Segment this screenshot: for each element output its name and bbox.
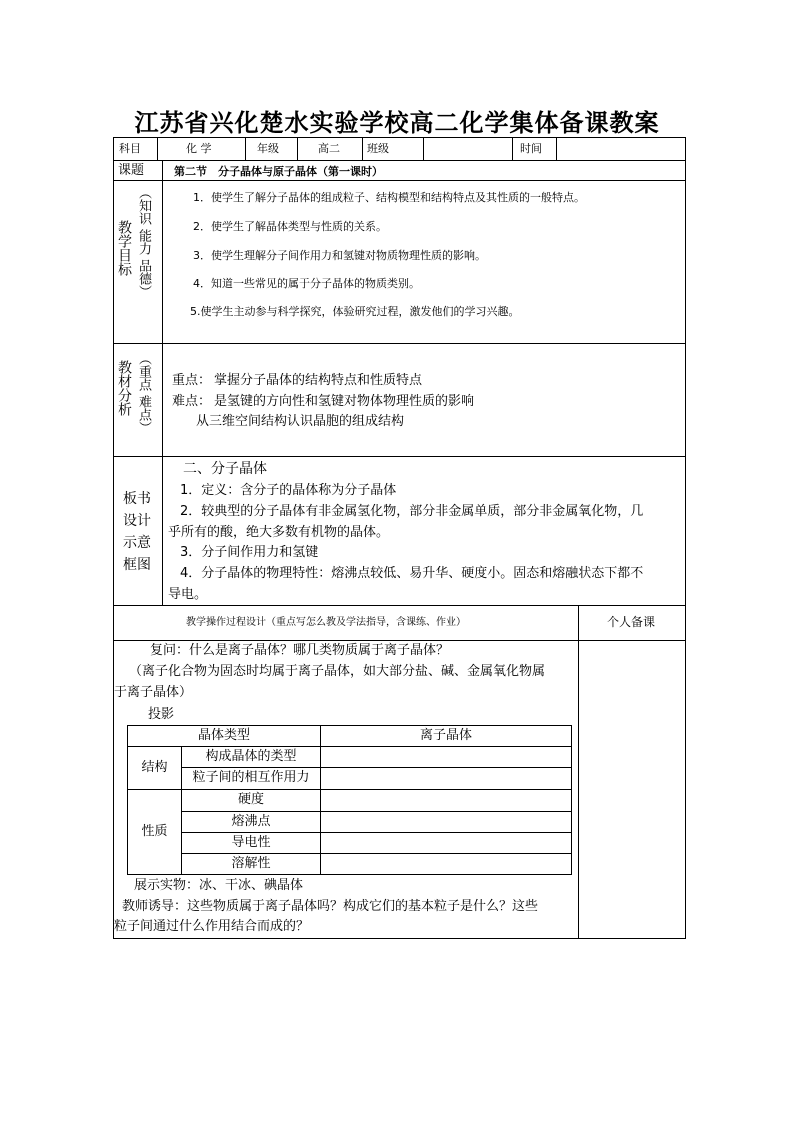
row-solubility: 溶解性 (231, 856, 271, 871)
projection-label: 投影 (148, 707, 175, 722)
group-properties: 性质 (141, 824, 168, 839)
grade-label: 年级 (257, 142, 279, 155)
goal-item-2: 2．使学生了解晶体类型与性质的关系。 (193, 220, 387, 233)
time-label: 时间 (520, 142, 542, 155)
group-structure: 结构 (141, 760, 168, 775)
inner-col-ionic-crystal: 离子晶体 (419, 728, 472, 743)
board-heading: 二、分子晶体 (183, 461, 267, 477)
analysis-label-paren: （重点 难点） (136, 352, 151, 435)
review-answer-a: （离子化合物为固态时均属于离子晶体，如大部分盐、碱、金属氧化物属 (129, 664, 546, 679)
board-label-1: 板书 (123, 491, 151, 507)
teacher-guide-b: 粒子间通过什么作用结合而成的？ (114, 919, 310, 934)
board-line-4b: 导电。 (168, 587, 208, 602)
row-melting-boiling: 熔沸点 (231, 814, 271, 829)
goals-label-paren: （知识 能力 品德） (136, 186, 151, 299)
row-hardness: 硬度 (237, 792, 264, 807)
difficult-point-text: 是氢键的方向性和氢键对物体物理性质的影响 (214, 394, 475, 409)
board-line-2a: 2．较典型的分子晶体有非金属氢化物，部分非金属单质，部分非金属氧化物，几 (180, 504, 644, 519)
personal-prep-header: 个人备课 (607, 615, 656, 629)
board-line-3: 3．分子间作用力和氢键 (180, 545, 319, 560)
row-constituent-type: 构成晶体的类型 (205, 749, 297, 764)
difficult-point-label: 难点： (172, 394, 212, 409)
goal-item-3: 3．使学生理解分子间作用力和氢键对物质物理性质的影响。 (193, 249, 486, 262)
key-point-text: 掌握分子晶体的结构特点和性质特点 (214, 373, 423, 388)
subject-label: 科目 (119, 142, 141, 155)
grade-value: 高二 (318, 142, 340, 155)
process-header: 教学操作过程设计（重点写怎么教及学法指导，含课练、作业） (186, 617, 466, 628)
row-conductivity: 导电性 (231, 835, 271, 850)
board-label-2: 设计 (123, 513, 151, 529)
goal-item-1: 1．使学生了解分子晶体的组成粒子、结构模型和结构特点及其性质的一般特点。 (193, 191, 585, 204)
inner-col-crystal-type: 晶体类型 (197, 728, 250, 743)
review-question: 复问：什么是离子晶体？哪几类物质属于离子晶体？ (150, 643, 450, 658)
goal-item-5: 5.使学生主动参与科学探究，体验研究过程，激发他们的学习兴趣。 (190, 305, 520, 318)
demo-text: 展示实物：冰、干冰、碘晶体 (134, 878, 304, 893)
board-line-2b: 乎所有的酸，绝大多数有机物的晶体。 (168, 525, 390, 540)
board-line-1: 1．定义：含分子的晶体称为分子晶体 (180, 483, 397, 498)
document-title: 江苏省兴化楚水实验学校高二化学集体备课教案 (134, 108, 660, 137)
analysis-label: 教材分析 (116, 360, 132, 416)
key-point-label: 重点： (172, 373, 212, 388)
board-label-4: 框图 (123, 557, 151, 573)
goals-label: 教学目标 (116, 220, 132, 276)
topic-label: 课题 (118, 163, 145, 178)
difficult-point-text-2: 从三维空间结构认识晶胞的组成结构 (196, 414, 405, 429)
review-answer-b: 于离子晶体） (114, 685, 193, 700)
board-label-3: 示意 (123, 535, 151, 551)
topic-value: 第二节 分子晶体与原子晶体（第一课时） (174, 165, 383, 178)
subject-value: 化 学 (186, 142, 212, 155)
teacher-guide-a: 教师诱导：这些物质属于离子晶体吗？构成它们的基本粒子是什么？这些 (122, 899, 539, 914)
goal-item-4: 4．知道一些常见的属于分子晶体的物质类别。 (193, 277, 420, 290)
class-label: 班级 (367, 142, 389, 155)
row-interparticle-force: 粒子间的相互作用力 (192, 770, 310, 785)
board-line-4a: 4．分子晶体的物理特性：熔沸点较低、易升华、硬度小。固态和熔融状态下都不 (180, 566, 644, 581)
